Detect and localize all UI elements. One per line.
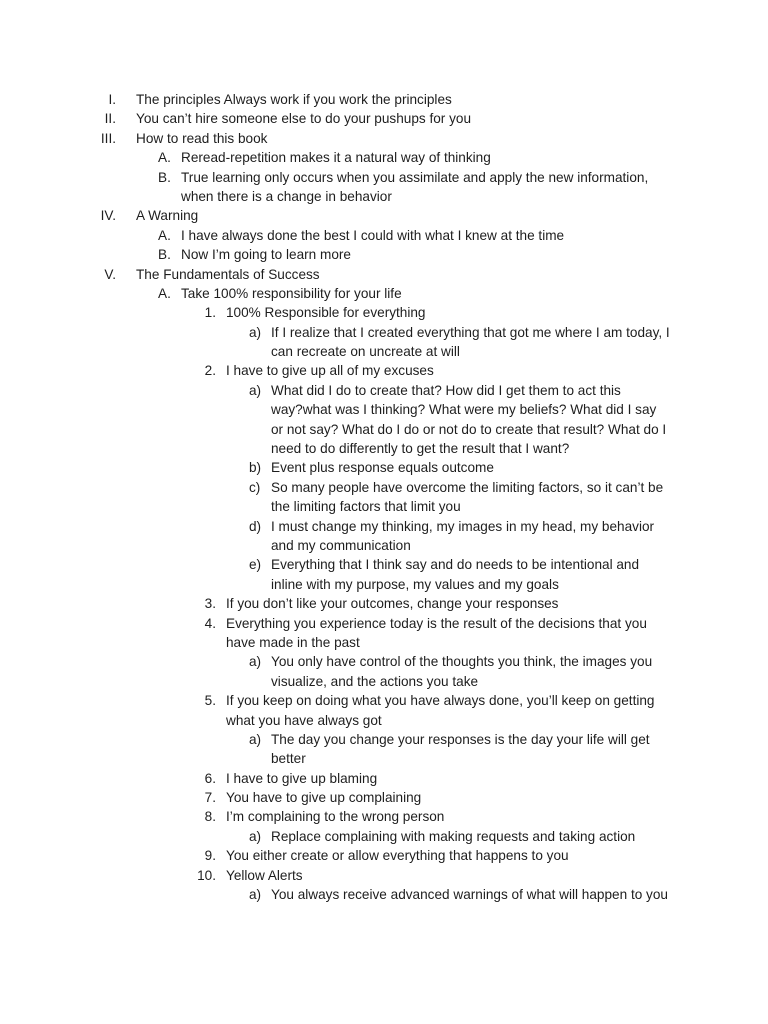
outline-marker: a) bbox=[249, 324, 262, 340]
outline-text: the limiting factors that limit you bbox=[271, 499, 461, 515]
outline-marker: 10. bbox=[197, 867, 216, 883]
outline-item bbox=[0, 517, 768, 536]
outline-marker: c) bbox=[249, 479, 261, 495]
outline-text: when there is a change in behavior bbox=[181, 188, 392, 204]
outline-marker: a) bbox=[249, 887, 262, 903]
outline-item bbox=[0, 885, 768, 904]
outline-text: Take 100% responsibility for your life bbox=[181, 285, 402, 301]
outline-item bbox=[0, 807, 768, 826]
outline-text: So many people have overcome the limiting factors, so it can’t be bbox=[271, 479, 664, 495]
outline-item-continuation bbox=[0, 187, 768, 206]
outline-marker: A. bbox=[158, 285, 171, 301]
outline-marker: a) bbox=[249, 731, 262, 747]
outline-marker: 1. bbox=[204, 305, 216, 321]
outline-item bbox=[0, 129, 768, 148]
outline-item-continuation bbox=[0, 400, 768, 419]
outline-item bbox=[0, 594, 768, 613]
outline-marker: a) bbox=[249, 654, 262, 670]
outline-text: The Fundamentals of Success bbox=[136, 266, 320, 282]
outline-marker: B. bbox=[158, 169, 171, 185]
outline-text: need to do differently to get the result that I want? bbox=[271, 441, 570, 457]
outline-item bbox=[0, 381, 768, 400]
outline-item bbox=[0, 614, 768, 633]
outline-marker: II. bbox=[104, 111, 116, 127]
outline-item bbox=[0, 303, 768, 322]
outline-marker: 9. bbox=[204, 848, 216, 864]
outline-item bbox=[0, 730, 768, 749]
outline-item bbox=[0, 265, 768, 284]
outline-text: What did I do to create that? How did I get them to act this bbox=[271, 382, 621, 398]
outline-item-continuation bbox=[0, 342, 768, 361]
outline-marker: a) bbox=[249, 828, 262, 844]
outline-item bbox=[0, 148, 768, 167]
outline-marker: 5. bbox=[204, 693, 216, 709]
outline-text: have made in the past bbox=[226, 634, 360, 650]
outline-text: If you don’t like your outcomes, change your responses bbox=[226, 596, 559, 612]
outline-text: I have to give up blaming bbox=[226, 770, 378, 786]
outline-text: or not say? What do I do or not do to create that result? What do I bbox=[271, 421, 667, 437]
outline-text: The principles Always work if you work the principles bbox=[136, 92, 452, 107]
outline-text: 100% Responsible for everything bbox=[226, 305, 426, 321]
outline-marker: III. bbox=[100, 130, 116, 146]
outline-marker: IV. bbox=[100, 208, 116, 224]
outline-item-continuation bbox=[0, 536, 768, 555]
outline-item bbox=[0, 788, 768, 807]
outline-marker: A. bbox=[158, 227, 171, 243]
outline-item-continuation bbox=[0, 420, 768, 439]
outline-text: The day you change your responses is the day your life will get bbox=[271, 731, 650, 747]
outline-text: You have to give up complaining bbox=[226, 790, 422, 806]
outline-item bbox=[0, 226, 768, 245]
outline-marker: 8. bbox=[204, 809, 216, 825]
outline-item bbox=[0, 458, 768, 477]
outline-item bbox=[0, 769, 768, 788]
outline-text: You can’t hire someone else to do your pushups for you bbox=[136, 111, 472, 127]
outline-marker: b) bbox=[249, 460, 262, 476]
outline-item bbox=[0, 827, 768, 846]
outline-item-continuation bbox=[0, 711, 768, 730]
outline-text: Everything you experience today is the result of the decisions that you bbox=[226, 615, 647, 631]
outline-item-continuation bbox=[0, 672, 768, 691]
outline-item bbox=[0, 361, 768, 380]
outline-marker: 4. bbox=[204, 615, 216, 631]
outline-item bbox=[0, 691, 768, 710]
outline-text: and my communication bbox=[271, 537, 411, 553]
outline-marker: I. bbox=[108, 92, 116, 107]
outline-text: Event plus response equals outcome bbox=[271, 460, 494, 476]
outline-marker: d) bbox=[249, 518, 262, 534]
outline-item bbox=[0, 90, 768, 109]
outline-text: better bbox=[271, 751, 306, 767]
outline-item bbox=[0, 323, 768, 342]
outline-marker: B. bbox=[158, 247, 171, 263]
outline-item-continuation bbox=[0, 575, 768, 594]
outline-text: I have to give up all of my excuses bbox=[226, 363, 434, 379]
outline-text: A Warning bbox=[136, 208, 199, 224]
outline-item bbox=[0, 866, 768, 885]
outline-marker: 7. bbox=[204, 790, 216, 806]
outline-item bbox=[0, 846, 768, 865]
outline-item bbox=[0, 109, 768, 128]
outline-text: can recreate on uncreate at will bbox=[271, 344, 460, 360]
outline-text: You always receive advanced warnings of what will happen to you bbox=[271, 887, 668, 903]
outline-item bbox=[0, 206, 768, 225]
outline-text: I must change my thinking, my images in my head, my behavior bbox=[271, 518, 655, 534]
outline-item bbox=[0, 245, 768, 264]
outline-item bbox=[0, 284, 768, 303]
outline-text: inline with my purpose, my values and my goals bbox=[271, 576, 559, 592]
outline-marker: V. bbox=[104, 266, 116, 282]
outline-text: Now I’m going to learn more bbox=[181, 247, 351, 263]
outline-text: I have always done the best I could with what I knew at the time bbox=[181, 227, 565, 243]
outline-marker: e) bbox=[249, 557, 262, 573]
outline-text: True learning only occurs when you assimilate and apply the new information, bbox=[181, 169, 649, 185]
outline-marker: 3. bbox=[204, 596, 216, 612]
outline-text: visualize, and the actions you take bbox=[271, 673, 479, 689]
outline-text: You only have control of the thoughts you think, the images you bbox=[271, 654, 653, 670]
outline-text: way?what was I thinking? What were my beliefs? What did I say bbox=[271, 402, 657, 418]
outline-text: Everything that I think say and do needs to be intentional and bbox=[271, 557, 640, 573]
outline-text: How to read this book bbox=[136, 130, 268, 146]
outline-marker: a) bbox=[249, 382, 262, 398]
outline-item-continuation bbox=[0, 439, 768, 458]
outline-text: I’m complaining to the wrong person bbox=[226, 809, 445, 825]
outline-text: Yellow Alerts bbox=[226, 867, 303, 883]
outline-item-continuation bbox=[0, 749, 768, 768]
outline-item-continuation bbox=[0, 497, 768, 516]
outline-marker: 2. bbox=[204, 363, 216, 379]
outline-item bbox=[0, 168, 768, 187]
outline-item bbox=[0, 555, 768, 574]
outline-marker: A. bbox=[158, 150, 171, 166]
outline-text: Reread-repetition makes it a natural way of thinking bbox=[181, 150, 491, 166]
outline-document bbox=[0, 90, 768, 904]
outline-text: what you have always got bbox=[226, 712, 382, 728]
outline-text: If I realize that I created everything that got me where I am today, I bbox=[271, 324, 670, 340]
outline-text: If you keep on doing what you have always done, you’ll keep on getting bbox=[226, 693, 655, 709]
outline-item-continuation bbox=[0, 633, 768, 652]
outline-item bbox=[0, 652, 768, 671]
outline-marker: 6. bbox=[204, 770, 216, 786]
outline-text: You either create or allow everything that happens to you bbox=[226, 848, 569, 864]
outline-text: Replace complaining with making requests and taking action bbox=[271, 828, 636, 844]
outline-item bbox=[0, 478, 768, 497]
